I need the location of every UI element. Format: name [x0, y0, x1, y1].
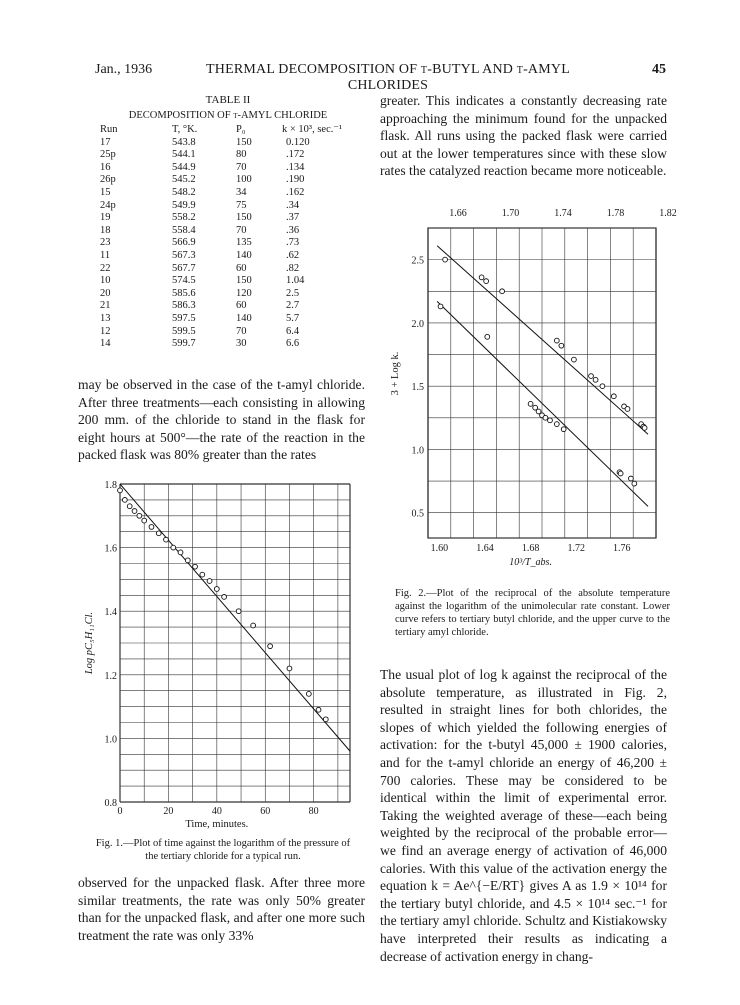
x-tick-label: 40	[211, 806, 222, 817]
y-tick-label: 0.8	[104, 798, 117, 809]
data-point	[127, 504, 132, 509]
data-point	[122, 498, 127, 503]
data-point	[193, 564, 198, 569]
right-paragraph-2: The usual plot of log k against the reciprocal of the absolute temperature, as illustrated in Fig. 2, resulted in straight lines for both chlorides, the slopes of which yielded the following energies of activation: for the t-butyl 45,000 ± 1900 calories, and for the t-amyl chloride an energy of 46,200 ± 700 calories. These may be considered to be identical within the limit of experimental error. Taking the weighted average of these—each being weighted by the reciprocal of the probable error—we find an average energy of activation of 46,000 calories. With this value of the activation energy the equation k = Ae^{−E/RT} gives A as 1.9 × 10¹⁴ for the tertiary butyl chloride, and 4.5 × 10¹⁴ sec.⁻¹ for the tertiary amyl chloride. Schultz and Kistiakowsky have interpreted their results as indicating a decrease of activation energy in chang-	[380, 667, 667, 964]
x-axis-label: 10³/T_abs.	[509, 557, 552, 568]
data-point	[118, 488, 123, 493]
table-cell: 544.9	[172, 161, 196, 173]
top-tick-label: 1.82	[659, 208, 677, 219]
data-point	[600, 384, 605, 389]
table-cell: 6.6	[286, 338, 300, 350]
y-tick-label: 2.0	[411, 318, 424, 330]
fit-line	[437, 301, 648, 506]
table-cell: 70	[236, 224, 247, 236]
table-row	[100, 225, 358, 238]
table-cell: 120	[236, 287, 252, 299]
table-cell: 21	[100, 300, 111, 312]
table-cell: 80	[236, 149, 247, 161]
table-row	[100, 174, 358, 187]
y-axis-label: 3 + Log k.	[390, 351, 401, 396]
table-row	[100, 313, 358, 326]
data-point	[171, 545, 176, 550]
table-row	[100, 288, 358, 301]
table-title: TABLE II	[205, 94, 251, 106]
table-cell: 599.5	[172, 325, 196, 337]
table-cell: 70	[236, 325, 247, 337]
table-cell: 574.5	[172, 275, 196, 287]
table-cell: 11	[100, 249, 111, 261]
table-cell: 17	[100, 136, 111, 148]
table-cell: 60	[236, 300, 247, 312]
table-cell: 1.04	[286, 275, 305, 287]
x-tick-label: 1.60	[430, 543, 449, 554]
fit-line	[437, 246, 648, 435]
table-cell: 545.2	[172, 174, 196, 186]
table-row	[100, 326, 358, 339]
table-cell: 6.4	[286, 325, 300, 337]
table-row	[100, 162, 358, 175]
table-header-cell: k × 10³, sec.⁻¹	[282, 124, 343, 135]
x-tick-label: 1.76	[613, 543, 631, 554]
table-row	[100, 275, 358, 288]
table-cell: 60	[236, 262, 247, 274]
table-cell: 14	[100, 338, 111, 350]
table-cell: 15	[100, 186, 111, 198]
data-point	[268, 644, 273, 649]
table-cell: 75	[236, 199, 247, 211]
y-axis-label: Log pC₅H₁₁Cl.	[84, 611, 95, 675]
table-cell: 23	[100, 237, 111, 249]
table-row	[100, 263, 358, 276]
table-cell: 2.5	[286, 287, 300, 299]
data-point	[149, 525, 154, 530]
table-cell: 140	[236, 249, 252, 261]
data-point	[589, 374, 594, 379]
table-cell: 549.9	[172, 199, 196, 211]
data-point	[207, 579, 212, 584]
left-paragraph-1: may be observed in the case of the t-amyl chloride. After three treatments—each consisting in allowing 200 mm. of the chloride to stand in the flask for eight hours at 500°—the rate of the reaction in the packed flask was 80% greater than the rates	[78, 377, 365, 463]
table-cell: .162	[286, 186, 305, 198]
table-cell: 5.7	[286, 312, 300, 324]
table-cell: 2.7	[286, 300, 300, 312]
y-tick-label: 1.0	[104, 734, 117, 746]
table-cell: .73	[286, 237, 300, 249]
table-cell: 16	[100, 161, 111, 173]
table-cell: .62	[286, 249, 300, 261]
data-point	[132, 509, 137, 514]
table-cell: 19	[100, 212, 111, 224]
data-point	[593, 377, 598, 382]
top-tick-label: 1.66	[449, 208, 467, 219]
data-point	[543, 415, 548, 420]
table-row	[100, 250, 358, 263]
data-point	[479, 275, 484, 280]
data-point	[200, 572, 205, 577]
table-row	[100, 200, 358, 213]
data-point	[611, 394, 616, 399]
data-point	[323, 717, 328, 722]
table-cell: 599.7	[172, 338, 196, 350]
table-header-cell: T, °K.	[172, 124, 198, 135]
figure-2	[382, 200, 677, 585]
table-cell: 24p	[100, 199, 116, 211]
data-point	[625, 407, 630, 412]
data-point	[438, 304, 443, 309]
top-tick-label: 1.70	[501, 208, 520, 219]
table-row	[100, 338, 358, 351]
data-point	[528, 401, 533, 406]
table-cell: 597.5	[172, 312, 196, 324]
table-cell: 20	[100, 287, 111, 299]
table-cell: .172	[286, 149, 305, 161]
data-point	[443, 257, 448, 262]
x-tick-label: 1.72	[567, 543, 585, 554]
data-point	[629, 476, 634, 481]
table-cell: .134	[286, 161, 305, 173]
data-point	[156, 531, 161, 536]
data-point	[485, 334, 490, 339]
data-point	[561, 427, 566, 432]
y-tick-label: 1.6	[104, 543, 117, 555]
y-tick-label: 1.8	[104, 480, 117, 491]
data-table	[100, 124, 358, 351]
data-point	[137, 513, 142, 518]
table-cell: 548.2	[172, 186, 196, 198]
table-header-cell: P₀	[236, 124, 246, 135]
x-axis-label: Time, minutes.	[185, 819, 249, 830]
table-header-cell: Run	[100, 124, 118, 135]
table-cell: 150	[236, 275, 252, 287]
data-point	[142, 518, 147, 523]
y-tick-label: 1.0	[411, 445, 424, 457]
data-point	[559, 343, 564, 348]
table-cell: 70	[236, 161, 247, 173]
data-point	[618, 471, 623, 476]
table-cell: 26p	[100, 174, 116, 186]
table-cell: 558.2	[172, 212, 196, 224]
table-cell: 150	[236, 212, 252, 224]
table-row	[100, 187, 358, 200]
figure-1	[82, 474, 372, 834]
table-cell: 586.3	[172, 300, 196, 312]
data-point	[236, 609, 241, 614]
table-cell: 543.8	[172, 136, 196, 148]
table-cell: 140	[236, 312, 252, 324]
table-cell: 13	[100, 312, 111, 324]
table-cell: .37	[286, 212, 300, 224]
table-cell: 558.4	[172, 224, 196, 236]
table-subtitle: DECOMPOSITION OF t-AMYL CHLORIDE	[128, 110, 328, 121]
table-cell: 22	[100, 262, 111, 274]
table-cell: .34	[286, 199, 300, 211]
data-point	[316, 707, 321, 712]
fit-line	[120, 484, 350, 751]
table-row	[100, 300, 358, 313]
left-paragraph-2: observed for the unpacked flask. After three more similar treatments, the rate was only 50% greater than for the unpacked flask, and after one more such treatment the rate was only 33%	[78, 875, 365, 943]
table-cell: .36	[286, 224, 300, 236]
data-point	[185, 558, 190, 563]
table-cell: .190	[286, 174, 305, 186]
right-paragraph-1: greater. This indicates a constantly decreasing rate approaching the minimum found for the unpacked flask. All runs using the packed flask were carried out at the lower temperatures since with these slow rates the catalyzed reaction became more noticeable.	[380, 93, 667, 179]
x-tick-label: 60	[260, 806, 271, 817]
data-point	[214, 587, 219, 592]
y-tick-label: 2.5	[411, 255, 424, 267]
table-cell: 544.1	[172, 149, 196, 161]
data-point	[306, 691, 311, 696]
data-point	[642, 426, 647, 431]
table-cell: 150	[236, 136, 252, 148]
data-point	[500, 289, 505, 294]
data-point	[178, 550, 183, 555]
table-row	[100, 237, 358, 250]
data-point	[287, 666, 292, 671]
table-row	[100, 212, 358, 225]
table-cell: 25p	[100, 149, 116, 161]
data-point	[251, 623, 256, 628]
running-head-title: THERMAL DECOMPOSITION OF t-BUTYL AND t-AMYL CHLORIDES	[206, 62, 570, 93]
table-cell: 0.120	[286, 136, 310, 148]
y-tick-label: 1.2	[104, 670, 117, 682]
table-header-row	[100, 124, 358, 137]
data-point	[484, 279, 489, 284]
table-cell: .82	[286, 262, 300, 274]
table-row	[100, 149, 358, 162]
x-tick-label: 80	[308, 806, 319, 817]
data-point	[164, 537, 169, 542]
y-tick-label: 0.5	[411, 508, 424, 520]
x-tick-label: 1.68	[521, 543, 540, 554]
top-tick-label: 1.74	[554, 208, 572, 219]
page-number: 45	[652, 62, 666, 77]
data-point	[554, 422, 559, 427]
table-cell: 135	[236, 237, 252, 249]
x-tick-label: 20	[163, 806, 174, 817]
table-cell: 30	[236, 338, 247, 350]
figure-2-caption: Fig. 2.—Plot of the reciprocal of the absolute temperature against the logarithm of the unimolecular rate constant. Lower curve refers to tertiary butyl chloride, and the upper curve to the tertiary amyl chloride.	[395, 588, 670, 638]
table-cell: 585.6	[172, 287, 196, 299]
table-cell: 10	[100, 275, 111, 287]
table-row	[100, 137, 358, 150]
y-tick-label: 1.4	[104, 607, 117, 619]
data-point	[222, 594, 227, 599]
table-cell: 100	[236, 174, 252, 186]
running-head-date: Jan., 1936	[95, 62, 153, 77]
table-cell: 12	[100, 325, 111, 337]
top-tick-label: 1.78	[606, 208, 625, 219]
table-cell: 34	[236, 186, 247, 198]
y-tick-label: 1.5	[411, 382, 424, 394]
data-point	[548, 418, 553, 423]
x-tick-label: 1.64	[476, 543, 494, 554]
table-cell: 566.9	[172, 237, 196, 249]
table-cell: 567.7	[172, 262, 196, 274]
data-point	[572, 357, 577, 362]
x-tick-label: 0	[117, 806, 123, 817]
table-cell: 18	[100, 224, 111, 236]
data-point	[632, 481, 637, 486]
figure-1-caption: Fig. 1.—Plot of time against the logarithm of the pressure of the tertiary chloride for a typical run.	[95, 838, 351, 862]
data-point	[554, 338, 559, 343]
table-cell: 567.3	[172, 249, 196, 261]
